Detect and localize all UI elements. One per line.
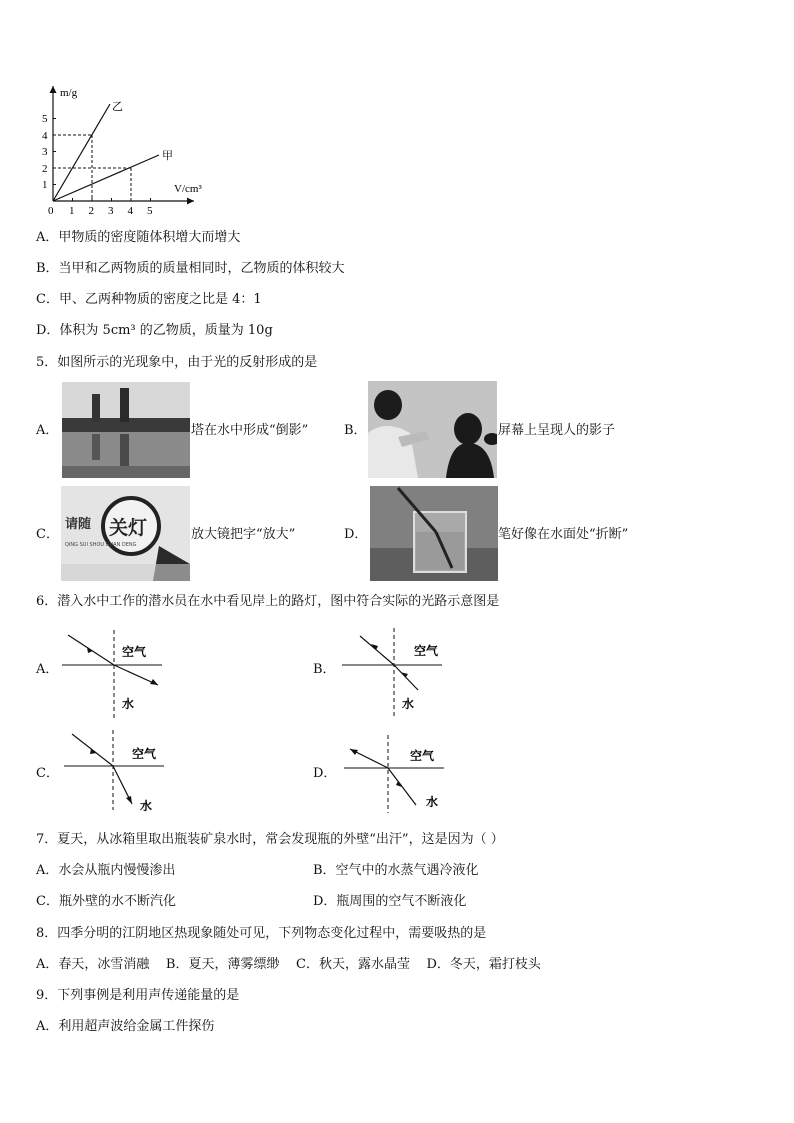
line-yi-label: 乙: [112, 101, 123, 113]
x-tick: 5: [147, 205, 153, 217]
y-tick: 2: [42, 163, 48, 175]
magnifier-photo: [61, 486, 190, 581]
q7-option-a: A．水会从瓶内慢慢渗出: [36, 863, 176, 878]
q5-option-d-caption: 笔好像在水面处“折断”: [498, 527, 629, 542]
air-label: 空气: [410, 749, 435, 763]
x-axis-label: V/cm³: [174, 183, 202, 195]
q5-option-b-caption: 屏幕上呈现人的影子: [498, 423, 616, 438]
q8-stem: 8．四季分明的江阴地区热现象随处可见，下列物态变化过程中，需要吸热的是: [36, 926, 487, 941]
q9-stem: 9．下列事例是利用声传递能量的是: [36, 988, 240, 1003]
magnifier-text-lens: 关灯: [109, 517, 148, 539]
x-tick: 4: [127, 205, 133, 217]
line-jia-label: 甲: [162, 150, 173, 162]
water-label: 水: [426, 795, 439, 809]
water-label: 水: [402, 697, 415, 711]
q6-option-a-letter: A．: [36, 662, 59, 677]
q4-option-a: A．甲物质的密度随体积增大而增大: [36, 230, 241, 245]
q6-option-c-letter: C．: [36, 766, 59, 781]
q5-option-a-caption: 塔在水中形成“倒影”: [191, 423, 309, 438]
air-label: 空气: [414, 644, 439, 658]
light-path-diagram-d: [340, 735, 450, 815]
q7-option-d: D．瓶周围的空气不断液化: [313, 894, 467, 909]
y-axis-label: m/g: [60, 87, 78, 99]
magnifier-text-left: 请随: [65, 517, 92, 532]
q6-option-b-letter: B．: [313, 662, 336, 677]
y-tick: 1: [42, 179, 48, 191]
magnifier-pinyin: QING SUI SHOU GUAN DENG: [65, 542, 137, 548]
q6-stem: 6．潜入水中工作的潜水员在水中看见岸上的路灯，图中符合实际的光路示意图是: [36, 594, 500, 609]
light-path-diagram-c: [60, 730, 170, 818]
line-jia: [53, 155, 159, 201]
origin-label: 0: [48, 205, 54, 217]
q9-option-a: A．利用超声波给金属工件探伤: [36, 1019, 215, 1034]
q6-option-d-letter: D．: [313, 766, 337, 781]
q5-option-d-letter: D．: [344, 527, 368, 542]
q5-option-c-caption: 放大镜把字“放大”: [191, 527, 296, 542]
q8-options: A．春天，冰雪消融 B．夏天，薄雾缥缈 C．秋天，露水晶莹 D．冬天，霜打枝头: [36, 957, 541, 972]
light-path-diagram-b: [338, 628, 448, 718]
q7-option-c: C．瓶外壁的水不断汽化: [36, 894, 176, 909]
x-tick: 3: [108, 205, 114, 217]
air-label: 空气: [132, 747, 157, 761]
x-tick: 2: [88, 205, 94, 217]
q7-stem: 7．夏天，从冰箱里取出瓶装矿泉水时，常会发现瓶的外壁“出汗”，这是因为（ ）: [36, 832, 504, 847]
y-tick: 3: [42, 146, 48, 158]
air-label: 空气: [122, 645, 147, 659]
line-yi: [53, 104, 110, 201]
shadow-on-screen-photo: [368, 381, 497, 478]
q4-option-c: C．甲、乙两种物质的密度之比是 4：1: [36, 292, 262, 307]
light-path-diagram-a: [58, 630, 168, 718]
q4-option-d: D．体积为 5cm³ 的乙物质，质量为 10g: [36, 323, 273, 338]
q5-stem: 5．如图所示的光现象中，由于光的反射形成的是: [36, 355, 318, 370]
mass-volume-graph: [36, 80, 226, 220]
y-tick: 4: [42, 130, 48, 142]
q5-option-b-letter: B．: [344, 423, 367, 438]
pagoda-reflection-photo: [62, 382, 190, 478]
bent-pen-photo: [370, 486, 498, 581]
q7-option-b: B．空气中的水蒸气遇冷液化: [313, 863, 479, 878]
y-tick: 5: [42, 113, 48, 125]
q4-option-b: B．当甲和乙两物质的质量相同时，乙物质的体积较大: [36, 261, 345, 276]
q5-option-c-letter: C．: [36, 527, 59, 542]
water-label: 水: [140, 799, 153, 813]
water-label: 水: [122, 697, 135, 711]
q5-option-a-letter: A．: [36, 423, 59, 438]
x-tick: 1: [69, 205, 75, 217]
